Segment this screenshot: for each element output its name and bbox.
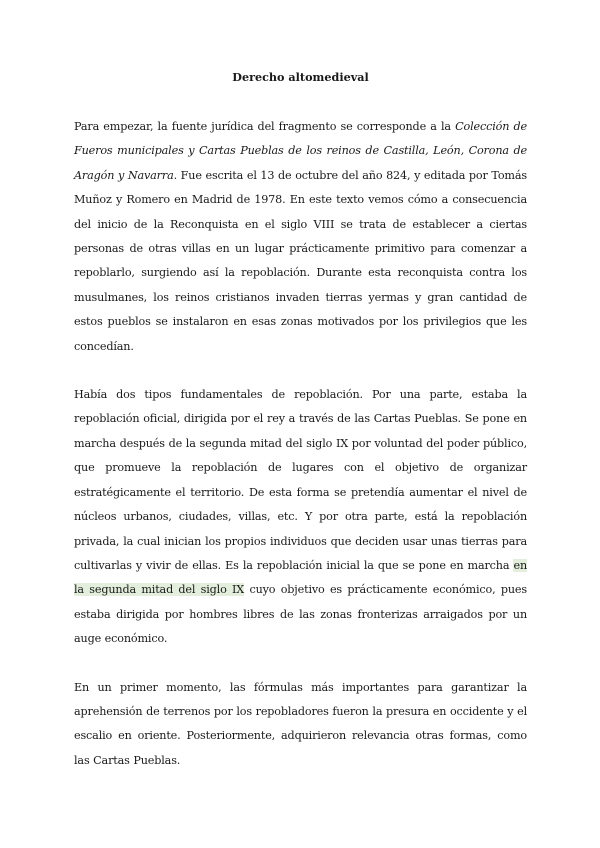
paragraph-2 (74, 383, 527, 651)
source-title: Colección de Fueros municipales y Cartas Pueblas de los reinos de Castilla, León, Corona de Aragón y Navarra (74, 120, 527, 182)
paragraph-1-rest: . Fue escrita el 13 de octubre del año 824, y editada por Tomás Muñoz y Romero en Madrid de 1978. En este texto vemos cómo a consecuencia del inicio de la Reconquista en el siglo VIII se trata de establecer a ciertas personas de otras villas en un lugar prácticamente primitivo para comenzar a repoblarlo, surgiendo así la repoblación. Durante esta reconquista contra los musulmanes, los reinos cristianos invaden tierras yermas y gran cantidad de estos pueblos se instalaron en esas zonas motivados por los privilegios que les concedían. (74, 168, 527, 353)
highlighted-text[interactable]: en la segunda mitad del siglo IX (74, 558, 527, 597)
paragraph-1-intro: Para empezar, la fuente jurídica del fragmento se corresponde a la (74, 120, 456, 133)
paragraph-2-after: cuyo objetivo es prácticamente económico, pues estaba dirigida por hombres libres de las zonas fronterizas arraigados por un auge económico. (74, 583, 527, 646)
paragraph-3: En un primer momento, las fórmulas más importantes para garantizar la aprehensión de terrenos por los repobladores fueron la presura en occidente y el escalio en oriente. Posteriormente, adquirieron relevancia otras formas, como las Cartas Pueblas. (74, 680, 527, 767)
paragraph-2-before: Había dos tipos fundamentales de repoblación. Por una parte, estaba la repoblación oficial, dirigida por el rey a través de las Cartas Pueblas. Se pone en marcha después de la segunda mitad del siglo IX por voluntad del poder público, que promueve la repoblación de lugares con el objetivo de organizar estratégicamente el territorio. De esta forma se pretendía aumentar el nivel de núcleos urbanos, ciudades, villas, etc. Y por otra parte, está la repoblación privada, la cual inician los propios individuos que deciden usar unas tierras para cultivarlas y vivir de ellas. Es la repoblación inicial la que se pone en marcha (74, 388, 527, 572)
document-title: Derecho altomedieval (232, 70, 369, 84)
paragraph-1 (74, 115, 527, 359)
